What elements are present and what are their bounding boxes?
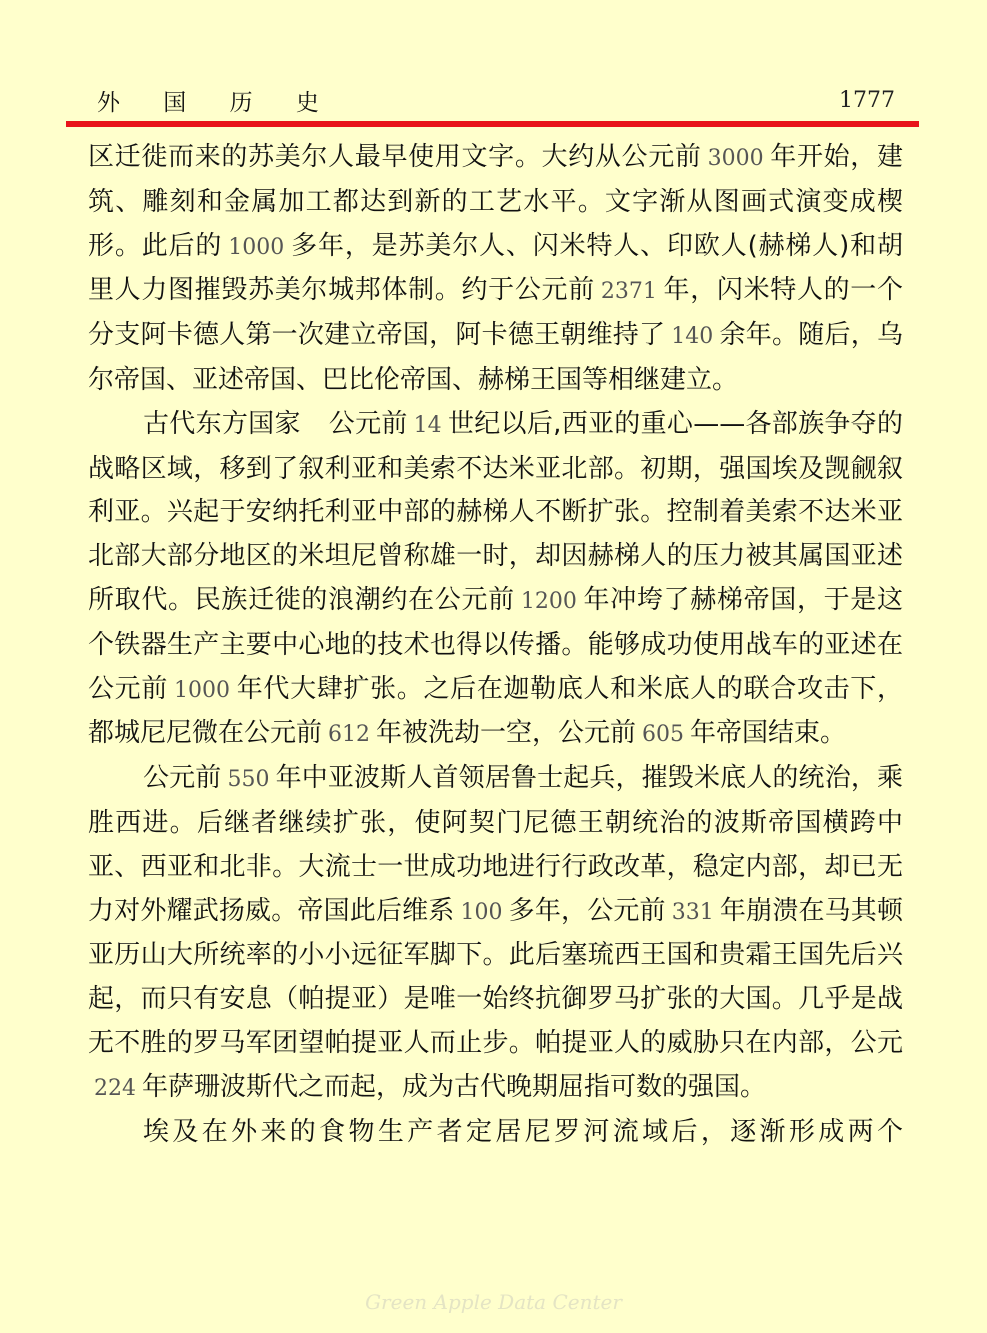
text-run: 余年。随后，乌尔帝国、亚述帝国、巴比伦帝国、赫梯王国等相继建立。 (88, 320, 903, 395)
text-run: 埃及在外来的食物生产者定居尼罗河流域后，逐渐形成两个 (143, 1116, 903, 1147)
text-run: 年冲垮了赫梯帝国，于是这个铁器生产主要中心地的技术也得以传播。能够成功使用战车的亚述在公元前 (88, 584, 903, 704)
year-number: 140 (671, 324, 714, 350)
year-number: 2371 (600, 279, 657, 305)
paragraph (88, 757, 903, 1110)
paragraph (88, 403, 903, 757)
text-run: 年代大肆扩张。之后在迦勒底人和米底人的联合攻击下，都城尼尼微在公元前 (88, 673, 903, 749)
page-header (95, 82, 895, 118)
year-number: 331 (671, 899, 714, 925)
text-run: 多年，是苏美尔人、闪米特人、印欧人(赫梯人)和胡里人力图摧毁苏美尔城邦体制。约于公元前 (88, 230, 903, 306)
text-run: 年，闪米特人的一个分支阿卡德人第一次建立帝国，阿卡德王朝维持了 (88, 275, 903, 351)
text-run: 区迁徙而来的苏美尔人最早使用文字。大约从公元前 (88, 142, 702, 172)
section-heading: 古代东方国家 (143, 408, 301, 439)
page-number: 1777 (839, 88, 895, 113)
year-number: 605 (642, 722, 685, 748)
text-run: 年被洗劫一空，公元前 (376, 718, 637, 749)
text-run: 公元前 (143, 763, 222, 794)
text-run: 世纪以后,西亚的重心——各部族争夺的战略区域，移到了叙利亚和美索不达米亚北部。初期，强国埃及觊觎叙利亚。兴起于安纳托利亚中部的赫梯人不断扩张。控制着美索不达米亚北部大部分地区的米坦尼曾称雄一时，却因赫梯人的压力被其属国亚述所取代。民族迁徙的浪潮约在公元前 (88, 408, 903, 615)
text-run: 年帝国结束。 (690, 718, 847, 749)
running-header-title: 外 国 历 史 (97, 90, 337, 116)
paragraph (88, 136, 903, 403)
text-run: 年崩溃在马其顿亚历山大所统率的小小远征军脚下。此后塞琉西王国和贵霜王国先后兴起，而只有安息（帕提亚）是唯一始终抗御罗马扩张的大国。几乎是战无不胜的罗马军团望帕提亚人而止步。帕提亚人的威胁只在内部，公元 (88, 895, 903, 1058)
year-number: 14 (413, 412, 442, 438)
year-number: 550 (227, 767, 270, 793)
year-number: 1200 (520, 588, 577, 614)
text-run: 年中亚波斯人首领居鲁士起兵，摧毁米底人的统治，乘胜西进。后继者继续扩张，使阿契门尼德王朝统治的波斯帝国横跨中亚、西亚和北非。大流士一世成功地进行行政改革，稳定内部，却已无力对外耀武扬威。帝国此后维系 (88, 763, 903, 926)
year-number: 100 (460, 899, 503, 925)
paragraph (88, 1111, 903, 1155)
year-number: 3000 (707, 146, 764, 171)
year-number: 224 (94, 1075, 136, 1101)
year-number: 612 (328, 722, 371, 748)
year-number: 1000 (228, 234, 285, 260)
header-rule (66, 121, 919, 127)
text-run: 年萨珊波斯代之而起，成为古代晚期屈指可数的强国。 (142, 1071, 767, 1102)
year-number: 1000 (174, 677, 231, 703)
text-run: 年开始，建筑、雕刻和金属加工都达到新的工艺水平。文字渐从图画式演变成楔形。此后的 (88, 142, 903, 261)
text-run: 多年，公元前 (508, 895, 666, 926)
text-run: 公元前 (328, 408, 408, 439)
watermark: Green Apple Data Center (365, 1290, 622, 1314)
body-text (88, 136, 903, 1154)
